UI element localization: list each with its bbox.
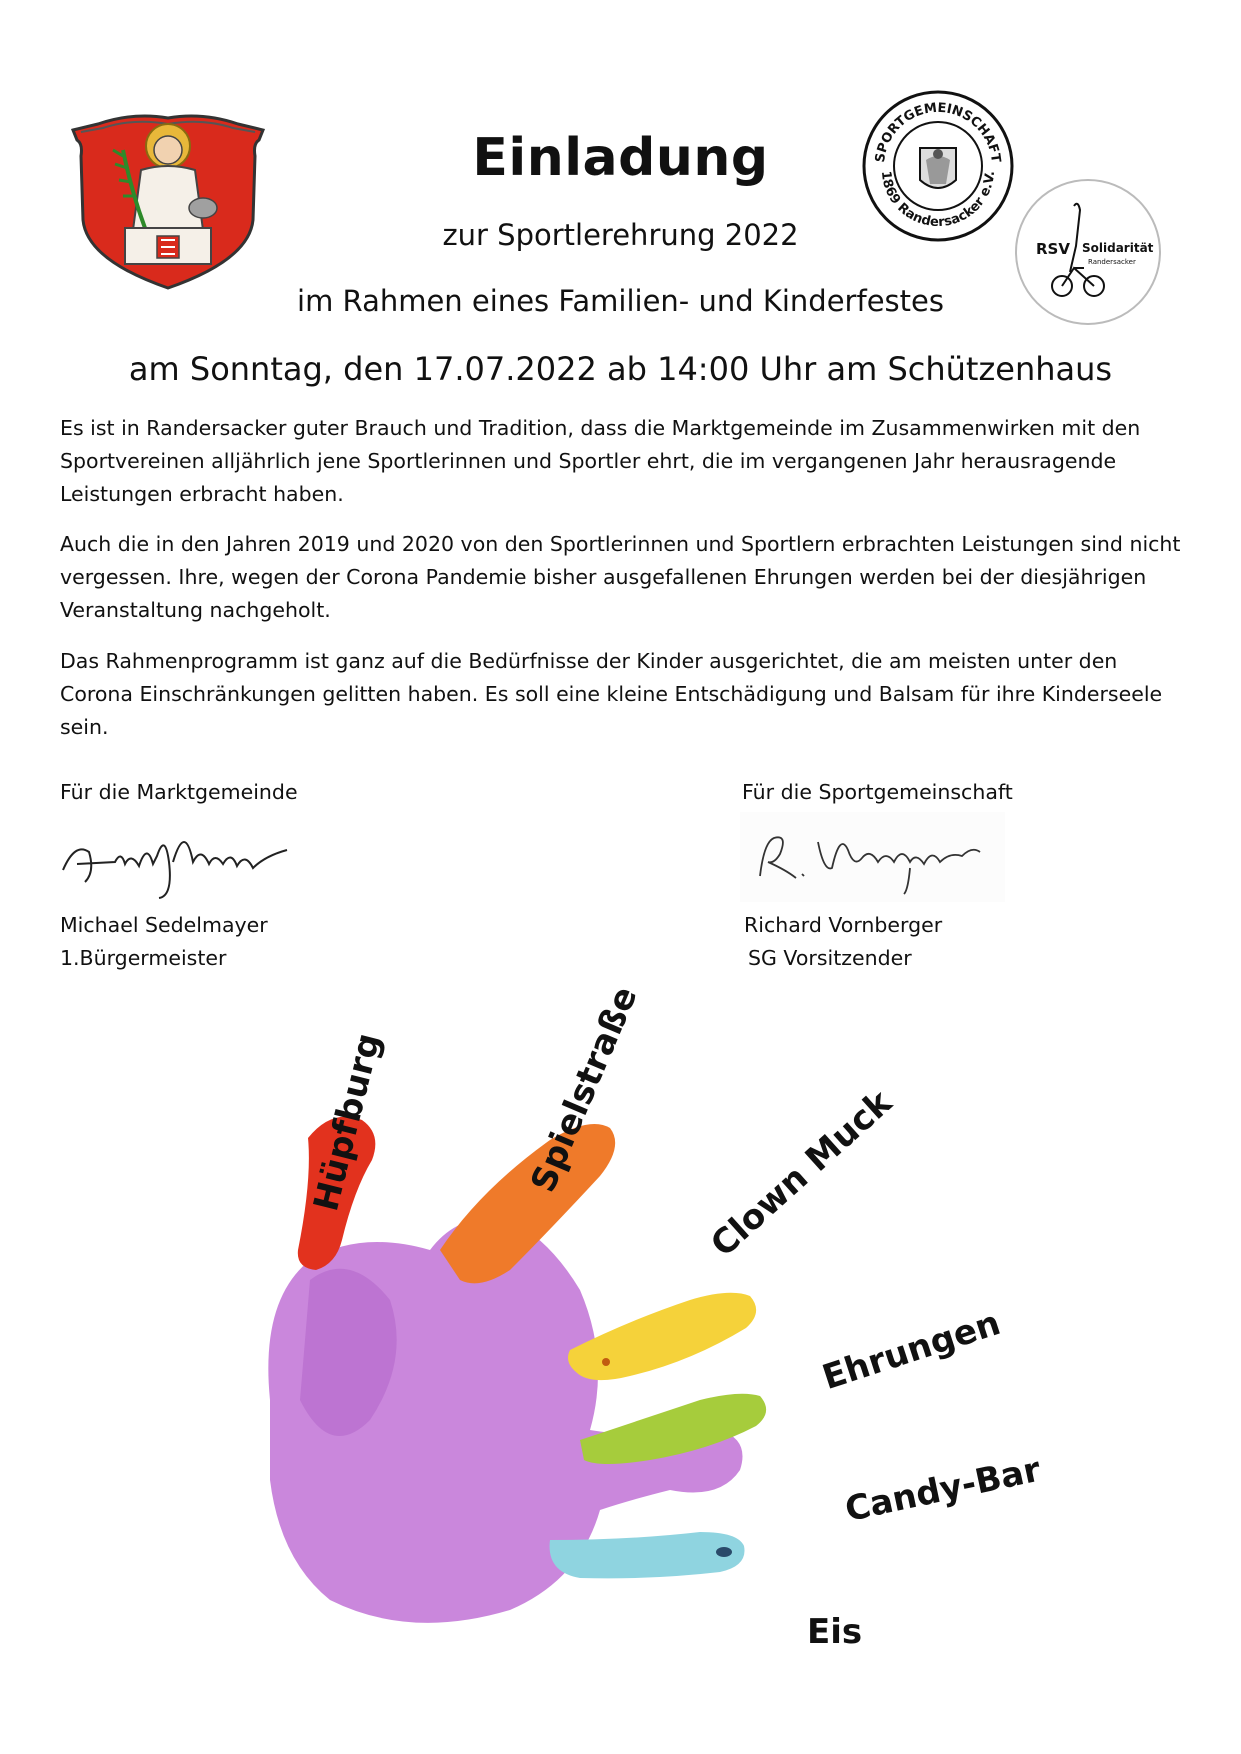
program-item-ehrungen: Ehrungen xyxy=(817,1303,1006,1398)
invitation-title: Einladung xyxy=(472,128,769,188)
program-item-clown-muck: Clown Muck xyxy=(703,1082,900,1265)
sg-logo-ring-top: SPORTGEMEINSCHAFT xyxy=(873,100,1003,164)
rsv-logo-short: RSV xyxy=(1036,240,1070,258)
signature-left-role: 1.Bürgermeister xyxy=(60,946,227,970)
signature-right-role: SG Vorsitzender xyxy=(748,946,912,970)
program-item-huepfburg: Hüpfburg xyxy=(306,1029,389,1215)
event-context: im Rahmen eines Familien- und Kinderfestes xyxy=(297,284,944,318)
sg-logo-ring-bottom: 1869 Randersacker e.V. xyxy=(877,170,999,231)
signature-right-name: Richard Vornberger xyxy=(744,913,943,937)
event-datetime: am Sonntag, den 17.07.2022 ab 14:00 Uhr am Schützenhaus xyxy=(128,350,1113,388)
program-item-candy-bar: Candy-Bar xyxy=(841,1449,1045,1530)
body-paragraph-tradition: Es ist in Randersacker guter Brauch und Tradition, dass die Marktgemeinde im Zusammenwirken mit den Sportvereinen alljährlich jene Sportlerinnen und Sportler ehrt, die im vergangenen Jahr herausragende Leistungen erbracht haben. xyxy=(60,416,1141,506)
signature-left-name: Michael Sedelmayer xyxy=(60,913,268,937)
signature-right-handwriting xyxy=(740,812,1005,902)
signature-right-org: Für die Sportgemeinschaft xyxy=(742,780,1013,804)
rsv-logo-name: Solidarität xyxy=(1082,241,1154,255)
body-paragraph-program: Das Rahmenprogramm ist ganz auf die Bedürfnisse der Kinder ausgerichtet, die am meisten unter den Corona Einschränkungen gelitten haben. Es soll eine kleine Entschädigung und Balsam für ihre Kinderseele sein. xyxy=(60,649,1163,739)
program-item-eis: Eis xyxy=(807,1612,863,1652)
rsv-logo-place: Randersacker xyxy=(1088,258,1136,266)
program-item-spielstrasse: Spielstraße xyxy=(523,980,646,1198)
invitation-subtitle: zur Sportlerehrung 2022 xyxy=(442,218,799,252)
signature-left-org: Für die Marktgemeinde xyxy=(60,780,298,804)
signature-left-handwriting xyxy=(55,812,300,902)
body-paragraph-past-years: Auch die in den Jahren 2019 und 2020 von den Sportlerinnen und Sportlern erbrachten Leistungen sind nicht vergessen. Ihre, wegen der Corona Pandemie bisher ausgefallenen Ehrungen werden bei der diesjährigen Veranstaltung nachgeholt. xyxy=(60,532,1181,622)
